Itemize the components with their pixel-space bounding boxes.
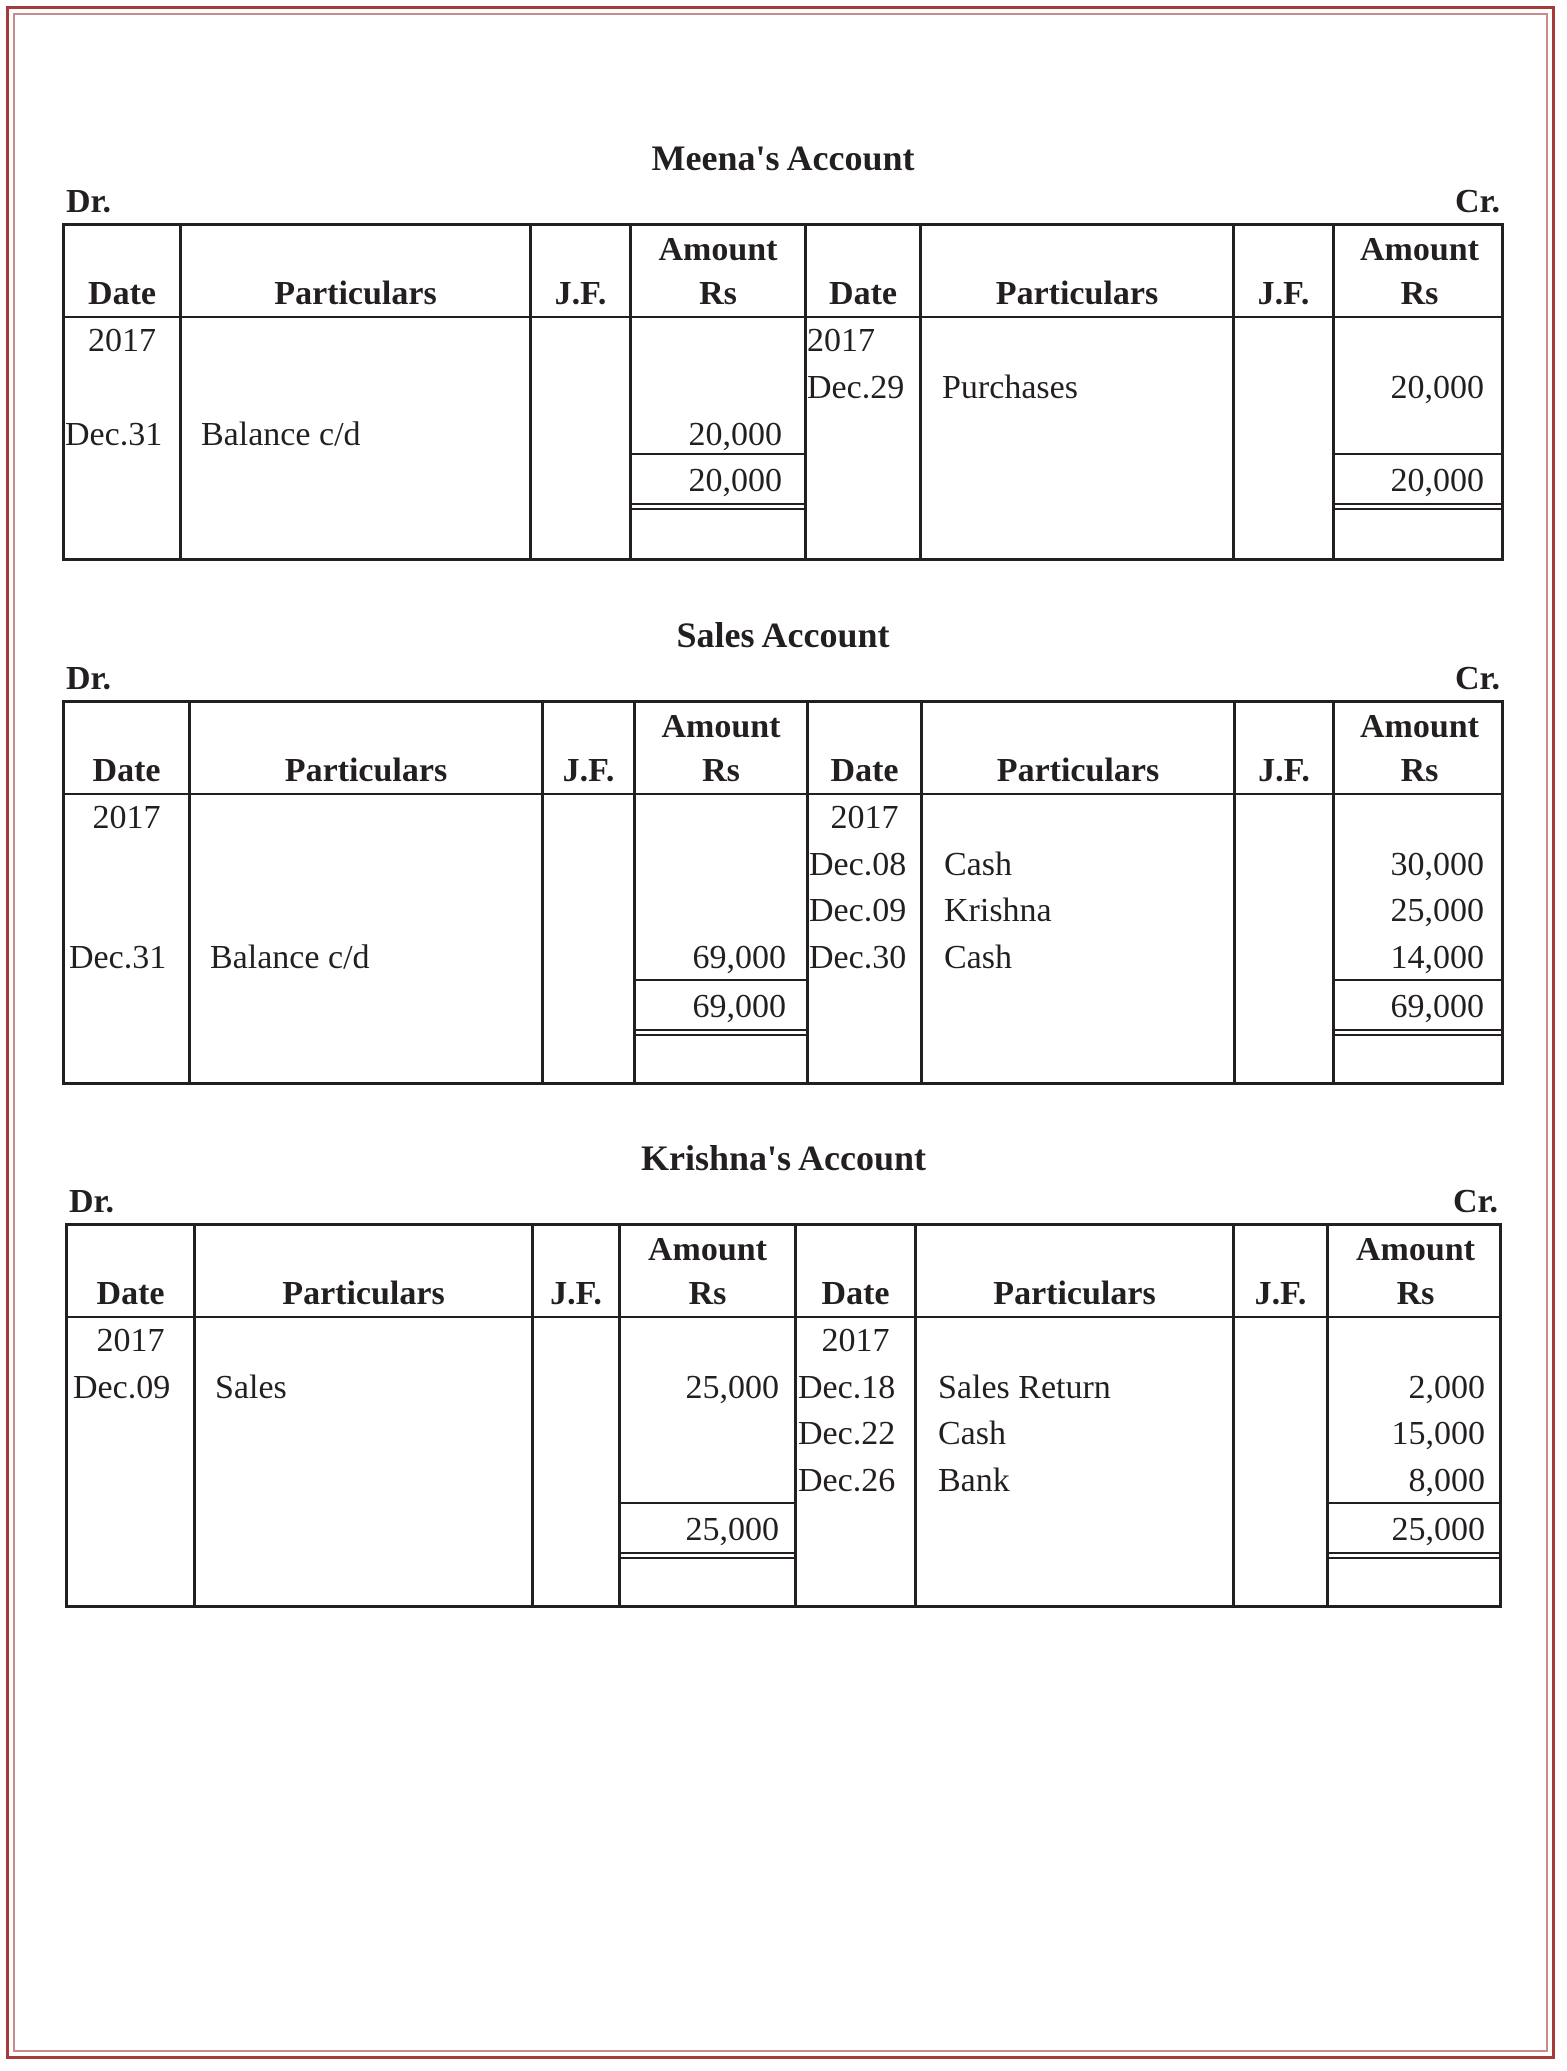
cr-label: Cr. bbox=[1454, 183, 1500, 220]
credit-date: Dec.18 bbox=[798, 1369, 896, 1406]
debit-particulars: Balance c/d bbox=[201, 416, 361, 453]
account-title: Sales Account bbox=[676, 615, 890, 655]
debit-particulars: Balance c/d bbox=[210, 939, 370, 976]
debit-amount: 20,000 bbox=[688, 416, 782, 453]
header-particulars: Particulars bbox=[996, 752, 1160, 789]
credit-amount: 14,000 bbox=[1390, 939, 1484, 976]
sales-account bbox=[62, 612, 1504, 1085]
credit-particulars: Cash bbox=[944, 939, 1012, 976]
header-particulars: Particulars bbox=[274, 275, 437, 312]
debit-year: 2017 bbox=[92, 799, 161, 836]
credit-total: 20,000 bbox=[1390, 462, 1484, 499]
credit-amount: 25,000 bbox=[1390, 892, 1484, 929]
header-amount: Amount Rs bbox=[647, 1231, 768, 1312]
credit-particulars: Purchases bbox=[942, 369, 1078, 406]
debit-total: 69,000 bbox=[692, 988, 786, 1025]
header-amount: Amount Rs bbox=[1359, 708, 1480, 789]
cr-label: Cr. bbox=[1454, 660, 1500, 697]
meena-account bbox=[62, 135, 1504, 561]
header-date: Date bbox=[829, 275, 897, 312]
debit-date: Dec.31 bbox=[65, 416, 163, 453]
debit-particulars: Sales bbox=[215, 1369, 287, 1406]
credit-date: Dec.29 bbox=[807, 369, 905, 406]
account-title: Meena's Account bbox=[651, 138, 915, 178]
credit-particulars: Cash bbox=[938, 1415, 1006, 1452]
credit-amount: 30,000 bbox=[1390, 846, 1484, 883]
ledger-table bbox=[62, 223, 1504, 561]
cr-label: Cr. bbox=[1452, 1183, 1498, 1220]
krishna-account bbox=[65, 1135, 1502, 1608]
credit-date: Dec.30 bbox=[809, 939, 907, 976]
header-jf: J.F. bbox=[1258, 752, 1310, 789]
header-date: Date bbox=[88, 275, 156, 312]
header-jf: J.F. bbox=[550, 1275, 602, 1312]
debit-total: 20,000 bbox=[688, 462, 782, 499]
debit-amount: 25,000 bbox=[685, 1369, 779, 1406]
debit-date: Dec.31 bbox=[69, 939, 167, 976]
credit-year: 2017 bbox=[830, 799, 899, 836]
credit-particulars: Bank bbox=[938, 1462, 1010, 1499]
credit-year: 2017 bbox=[807, 322, 875, 359]
header-amount: Amount Rs bbox=[1359, 231, 1480, 312]
debit-year: 2017 bbox=[96, 1322, 165, 1359]
credit-particulars: Krishna bbox=[944, 892, 1052, 929]
header-jf: J.F. bbox=[562, 752, 615, 789]
credit-date: Dec.26 bbox=[798, 1462, 896, 1499]
debit-amount: 69,000 bbox=[692, 939, 786, 976]
dr-label: Dr. bbox=[66, 660, 112, 697]
credit-amount: 8,000 bbox=[1408, 1462, 1485, 1499]
header-date: Date bbox=[92, 752, 161, 789]
debit-year: 2017 bbox=[88, 322, 156, 359]
credit-year: 2017 bbox=[821, 1322, 890, 1359]
header-amount: Amount Rs bbox=[658, 231, 778, 312]
dr-label: Dr. bbox=[66, 183, 112, 220]
credit-particulars: Sales Return bbox=[938, 1369, 1111, 1406]
header-amount: Amount Rs bbox=[1355, 1231, 1476, 1312]
credit-amount: 2,000 bbox=[1408, 1369, 1485, 1406]
account-title: Krishna's Account bbox=[640, 1138, 927, 1178]
header-date: Date bbox=[96, 1275, 165, 1312]
header-amount: Amount Rs bbox=[661, 708, 781, 789]
ledger-table bbox=[62, 700, 1504, 1085]
header-particulars: Particulars bbox=[995, 275, 1159, 312]
credit-particulars: Cash bbox=[944, 846, 1012, 883]
credit-total: 69,000 bbox=[1390, 988, 1484, 1025]
header-jf: J.F. bbox=[1254, 1275, 1307, 1312]
debit-date: Dec.09 bbox=[73, 1369, 171, 1406]
header-particulars: Particulars bbox=[993, 1275, 1156, 1312]
header-particulars: Particulars bbox=[282, 1275, 445, 1312]
dr-label: Dr. bbox=[69, 1183, 115, 1220]
debit-total: 25,000 bbox=[685, 1511, 779, 1548]
credit-amount: 15,000 bbox=[1391, 1415, 1485, 1452]
credit-total: 25,000 bbox=[1391, 1511, 1485, 1548]
credit-date: Dec.22 bbox=[798, 1415, 896, 1452]
credit-date: Dec.09 bbox=[809, 892, 907, 929]
header-jf: J.F. bbox=[554, 275, 607, 312]
header-date: Date bbox=[821, 1275, 890, 1312]
credit-amount: 20,000 bbox=[1390, 369, 1484, 406]
header-date: Date bbox=[830, 752, 899, 789]
credit-date: Dec.08 bbox=[809, 846, 907, 883]
ledger-table bbox=[65, 1223, 1502, 1608]
header-particulars: Particulars bbox=[284, 752, 448, 789]
header-jf: J.F. bbox=[1257, 275, 1310, 312]
